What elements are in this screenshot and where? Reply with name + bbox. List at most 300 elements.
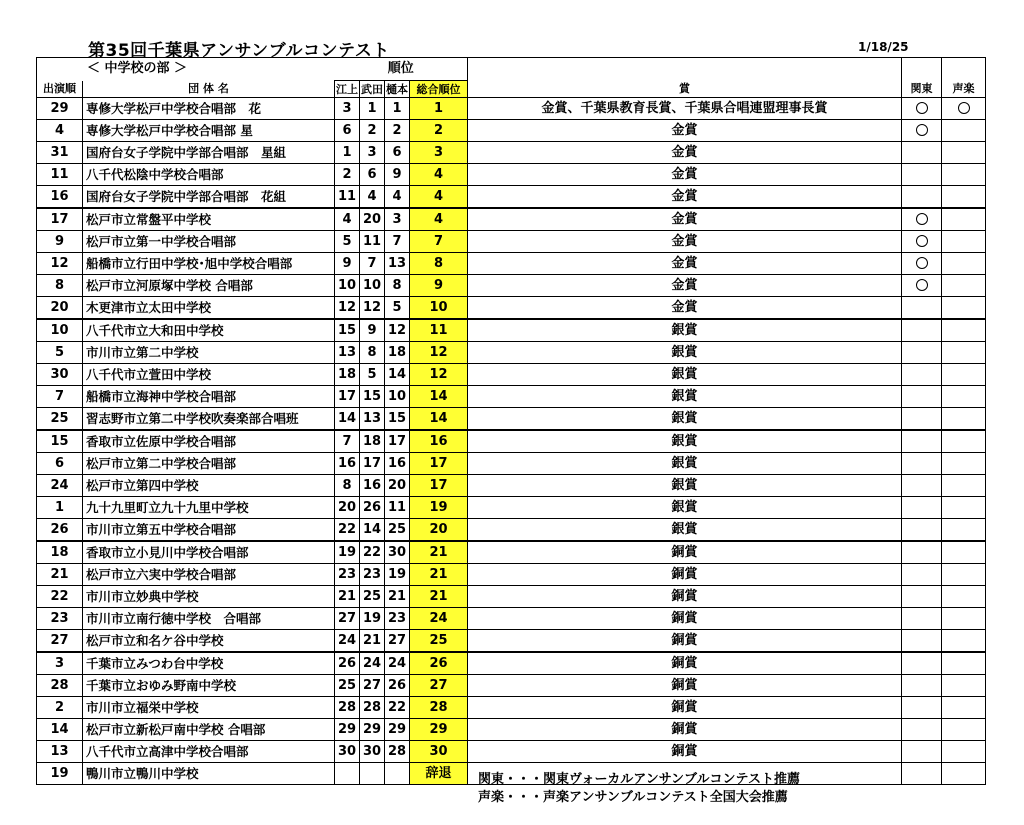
cell-group-name: 木更津市立太田中学校 xyxy=(83,297,335,320)
cell-judge1: 8 xyxy=(335,475,360,497)
cell-judge1: 5 xyxy=(335,231,360,253)
table-row xyxy=(37,586,986,608)
cell-award: 銀賞 xyxy=(468,342,902,364)
cell-order: 27 xyxy=(37,630,83,653)
cell-judge3: 8 xyxy=(385,275,410,297)
cell-judge2: 8 xyxy=(360,342,385,364)
cell-judge3: 28 xyxy=(385,741,410,763)
header-seigaku: 声楽 xyxy=(942,81,986,98)
table-row xyxy=(37,453,986,475)
header-kanto: 関東 xyxy=(902,81,942,98)
cell-seigaku xyxy=(942,364,986,386)
cell-judge2: 6 xyxy=(360,164,385,186)
table-row xyxy=(37,719,986,741)
table-row xyxy=(37,430,986,453)
cell-total-rank: 21 xyxy=(410,586,468,608)
cell-kanto xyxy=(902,408,942,431)
cell-judge3: 5 xyxy=(385,297,410,320)
cell-kanto xyxy=(902,208,942,231)
cell-order: 24 xyxy=(37,475,83,497)
cell-order: 5 xyxy=(37,342,83,364)
cell-judge1: 26 xyxy=(335,652,360,675)
cell-seigaku xyxy=(942,342,986,364)
cell-judge1: 2 xyxy=(335,164,360,186)
cell-award: 銅賞 xyxy=(468,564,902,586)
footnotes xyxy=(478,771,800,807)
kanto-recommend-mark-icon xyxy=(916,257,928,269)
footnote-kanto: 関東・・・関東ヴォーカルアンサンブルコンテスト推薦 xyxy=(478,772,801,787)
cell-total-rank: 17 xyxy=(410,453,468,475)
cell-seigaku xyxy=(942,608,986,630)
cell-judge3: 6 xyxy=(385,142,410,164)
cell-group-name: 専修大学松戸中学校合唱部 花 xyxy=(83,98,335,120)
cell-group-name: 八千代市立萱田中学校 xyxy=(83,364,335,386)
cell-total-rank: 24 xyxy=(410,608,468,630)
cell-group-name: 八千代市立大和田中学校 xyxy=(83,319,335,342)
kanto-recommend-mark-icon xyxy=(916,235,928,247)
cell-kanto xyxy=(902,475,942,497)
cell-award: 金賞 xyxy=(468,186,902,209)
table-row xyxy=(37,164,986,186)
cell-order: 22 xyxy=(37,586,83,608)
cell-group-name: 香取市立佐原中学校合唱部 xyxy=(83,430,335,453)
cell-award: 銀賞 xyxy=(468,453,902,475)
cell-seigaku xyxy=(942,386,986,408)
header-total: 総合順位 xyxy=(410,81,468,98)
cell-kanto xyxy=(902,186,942,209)
cell-order: 9 xyxy=(37,231,83,253)
cell-group-name: 市川市立第二中学校 xyxy=(83,342,335,364)
cell-kanto xyxy=(902,675,942,697)
cell-judge3: 14 xyxy=(385,364,410,386)
cell-order: 14 xyxy=(37,719,83,741)
cell-group-name: 船橋市立行田中学校･旭中学校合唱部 xyxy=(83,253,335,275)
cell-group-name: 千葉市立みつわ台中学校 xyxy=(83,652,335,675)
cell-award: 銀賞 xyxy=(468,497,902,519)
cell-judge3: 16 xyxy=(385,453,410,475)
table-row xyxy=(37,652,986,675)
cell-group-name: 鴨川市立鴨川中学校 xyxy=(83,763,335,785)
cell-seigaku xyxy=(942,675,986,697)
cell-kanto xyxy=(902,164,942,186)
cell-group-name: 松戸市立和名ケ谷中学校 xyxy=(83,630,335,653)
cell-group-name: 市川市立妙典中学校 xyxy=(83,586,335,608)
cell-seigaku xyxy=(942,741,986,763)
header-judge2: 武田 xyxy=(361,82,383,96)
cell-judge3: 12 xyxy=(385,319,410,342)
cell-kanto xyxy=(902,564,942,586)
cell-kanto xyxy=(902,297,942,320)
cell-seigaku xyxy=(942,586,986,608)
cell-judge1: 28 xyxy=(335,697,360,719)
table-row xyxy=(37,231,986,253)
footnote-seigaku: 声楽・・・声楽アンサンブルコンテスト全国大会推薦 xyxy=(478,790,788,805)
table-row xyxy=(37,675,986,697)
cell-judge2: 17 xyxy=(360,453,385,475)
cell-group-name: 市川市立南行徳中学校 合唱部 xyxy=(83,608,335,630)
cell-kanto xyxy=(902,586,942,608)
cell-seigaku xyxy=(942,630,986,653)
cell-judge1: 1 xyxy=(335,142,360,164)
cell-seigaku xyxy=(942,763,986,785)
cell-seigaku xyxy=(942,98,986,120)
cell-judge3: 22 xyxy=(385,697,410,719)
cell-judge1: 9 xyxy=(335,253,360,275)
cell-seigaku xyxy=(942,475,986,497)
cell-award: 金賞 xyxy=(468,142,902,164)
cell-kanto xyxy=(902,541,942,564)
cell-judge3: 26 xyxy=(385,675,410,697)
cell-award: 銀賞 xyxy=(468,364,902,386)
cell-total-rank: 3 xyxy=(410,142,468,164)
cell-order: 28 xyxy=(37,675,83,697)
cell-judge3: 15 xyxy=(385,408,410,431)
cell-judge1: 14 xyxy=(335,408,360,431)
cell-kanto xyxy=(902,98,942,120)
cell-total-rank: 21 xyxy=(410,541,468,564)
cell-total-rank: 辞退 xyxy=(410,763,468,785)
cell-judge3: 19 xyxy=(385,564,410,586)
cell-group-name: 八千代松陰中学校合唱部 xyxy=(83,164,335,186)
cell-group-name: 松戸市立新松戸南中学校 合唱部 xyxy=(83,719,335,741)
cell-seigaku xyxy=(942,408,986,431)
cell-judge2: 27 xyxy=(360,675,385,697)
cell-total-rank: 26 xyxy=(410,652,468,675)
cell-group-name: 松戸市立第二中学校合唱部 xyxy=(83,453,335,475)
table-row xyxy=(37,475,986,497)
cell-judge3: 10 xyxy=(385,386,410,408)
cell-total-rank: 14 xyxy=(410,408,468,431)
cell-seigaku xyxy=(942,142,986,164)
table-row xyxy=(37,142,986,164)
cell-order: 4 xyxy=(37,120,83,142)
cell-seigaku xyxy=(942,164,986,186)
cell-group-name: 専修大学松戸中学校合唱部 星 xyxy=(83,120,335,142)
cell-judge3: 23 xyxy=(385,608,410,630)
cell-judge3: 3 xyxy=(385,208,410,231)
cell-judge1: 21 xyxy=(335,586,360,608)
cell-award: 銅賞 xyxy=(468,652,902,675)
kanto-recommend-mark-icon xyxy=(916,279,928,291)
cell-judge2: 29 xyxy=(360,719,385,741)
cell-judge2: 2 xyxy=(360,120,385,142)
cell-order: 1 xyxy=(37,497,83,519)
table-row xyxy=(37,275,986,297)
cell-kanto xyxy=(902,364,942,386)
cell-judge1: 29 xyxy=(335,719,360,741)
table-row xyxy=(37,253,986,275)
cell-judge3: 7 xyxy=(385,231,410,253)
cell-award: 金賞 xyxy=(468,253,902,275)
cell-order: 6 xyxy=(37,453,83,475)
cell-seigaku xyxy=(942,519,986,542)
cell-seigaku xyxy=(942,430,986,453)
cell-order: 26 xyxy=(37,519,83,542)
cell-kanto xyxy=(902,342,942,364)
cell-judge2: 19 xyxy=(360,608,385,630)
cell-judge2: 24 xyxy=(360,652,385,675)
cell-seigaku xyxy=(942,453,986,475)
cell-judge2: 28 xyxy=(360,697,385,719)
cell-group-name: 市川市立福栄中学校 xyxy=(83,697,335,719)
cell-judge1: 6 xyxy=(335,120,360,142)
cell-kanto xyxy=(902,253,942,275)
cell-kanto xyxy=(902,275,942,297)
cell-kanto xyxy=(902,697,942,719)
cell-kanto xyxy=(902,120,942,142)
cell-kanto xyxy=(902,453,942,475)
cell-order: 11 xyxy=(37,164,83,186)
cell-award: 銅賞 xyxy=(468,608,902,630)
cell-total-rank: 30 xyxy=(410,741,468,763)
cell-judge2: 20 xyxy=(360,208,385,231)
table-row xyxy=(37,297,986,320)
cell-kanto xyxy=(902,319,942,342)
cell-judge3: 4 xyxy=(385,186,410,209)
cell-judge3: 17 xyxy=(385,430,410,453)
cell-order: 21 xyxy=(37,564,83,586)
cell-award: 銀賞 xyxy=(468,319,902,342)
cell-judge2: 16 xyxy=(360,475,385,497)
cell-judge2: 30 xyxy=(360,741,385,763)
cell-judge2: 21 xyxy=(360,630,385,653)
cell-seigaku xyxy=(942,297,986,320)
cell-seigaku xyxy=(942,253,986,275)
cell-award: 金賞、千葉県教育長賞、千葉県合唱連盟理事長賞 xyxy=(468,98,902,120)
cell-order: 10 xyxy=(37,319,83,342)
cell-order: 30 xyxy=(37,364,83,386)
cell-seigaku xyxy=(942,497,986,519)
rank-group-label: 順位 xyxy=(335,58,468,81)
cell-judge2: 22 xyxy=(360,541,385,564)
cell-judge1: 22 xyxy=(335,519,360,542)
cell-kanto xyxy=(902,497,942,519)
table-row xyxy=(37,697,986,719)
table-row xyxy=(37,342,986,364)
cell-award: 金賞 xyxy=(468,120,902,142)
cell-seigaku xyxy=(942,719,986,741)
cell-award: 金賞 xyxy=(468,164,902,186)
cell-total-rank: 14 xyxy=(410,386,468,408)
kanto-header-top xyxy=(902,58,942,81)
cell-award: 銀賞 xyxy=(468,408,902,431)
cell-judge1: 17 xyxy=(335,386,360,408)
cell-judge2: 18 xyxy=(360,430,385,453)
date-label: 1/18/25 xyxy=(858,40,909,54)
cell-judge1: 16 xyxy=(335,453,360,475)
cell-total-rank: 8 xyxy=(410,253,468,275)
cell-group-name: 船橋市立海神中学校合唱部 xyxy=(83,386,335,408)
cell-order: 17 xyxy=(37,208,83,231)
award-header-top xyxy=(468,58,902,81)
cell-seigaku xyxy=(942,564,986,586)
cell-award: 金賞 xyxy=(468,275,902,297)
cell-kanto xyxy=(902,741,942,763)
kanto-recommend-mark-icon xyxy=(916,213,928,225)
cell-group-name: 国府台女子学院中学部合唱部 花組 xyxy=(83,186,335,209)
cell-judge1: 30 xyxy=(335,741,360,763)
cell-total-rank: 4 xyxy=(410,208,468,231)
header-judge1: 江上 xyxy=(336,82,358,96)
cell-order: 16 xyxy=(37,186,83,209)
header-award: 賞 xyxy=(468,81,902,98)
header-judge3: 樋本 xyxy=(386,82,408,96)
cell-kanto xyxy=(902,430,942,453)
table-row xyxy=(37,386,986,408)
cell-order: 31 xyxy=(37,142,83,164)
cell-total-rank: 19 xyxy=(410,497,468,519)
cell-group-name: 習志野市立第二中学校吹奏楽部合唱班 xyxy=(83,408,335,431)
table-row xyxy=(37,120,986,142)
cell-judge1: 7 xyxy=(335,430,360,453)
cell-seigaku xyxy=(942,319,986,342)
table-row xyxy=(37,564,986,586)
cell-judge3: 13 xyxy=(385,253,410,275)
table-row xyxy=(37,608,986,630)
cell-kanto xyxy=(902,652,942,675)
seigaku-header-top xyxy=(942,58,986,81)
cell-seigaku xyxy=(942,231,986,253)
cell-kanto xyxy=(902,763,942,785)
cell-award: 銀賞 xyxy=(468,386,902,408)
cell-order: 7 xyxy=(37,386,83,408)
cell-total-rank: 29 xyxy=(410,719,468,741)
table-row xyxy=(37,208,986,231)
cell-seigaku xyxy=(942,208,986,231)
cell-judge1: 25 xyxy=(335,675,360,697)
cell-judge3: 18 xyxy=(385,342,410,364)
cell-award: 銀賞 xyxy=(468,430,902,453)
cell-group-name: 香取市立小見川中学校合唱部 xyxy=(83,541,335,564)
seigaku-recommend-mark-icon xyxy=(958,102,970,114)
page-title: 第35回千葉県アンサンブルコンテスト xyxy=(88,41,390,61)
cell-judge3: 27 xyxy=(385,630,410,653)
table-row xyxy=(37,497,986,519)
cell-judge1: 15 xyxy=(335,319,360,342)
cell-judge1: 11 xyxy=(335,186,360,209)
cell-judge2 xyxy=(360,763,385,785)
cell-order: 13 xyxy=(37,741,83,763)
table-row xyxy=(37,519,986,542)
cell-order: 23 xyxy=(37,608,83,630)
table-row xyxy=(37,98,986,120)
cell-judge3: 2 xyxy=(385,120,410,142)
cell-total-rank: 10 xyxy=(410,297,468,320)
cell-group-name: 国府台女子学院中学部合唱部 星組 xyxy=(83,142,335,164)
table-row xyxy=(37,630,986,653)
cell-judge3: 25 xyxy=(385,519,410,542)
cell-judge1: 24 xyxy=(335,630,360,653)
cell-award: 銅賞 xyxy=(468,630,902,653)
cell-group-name: 松戸市立第四中学校 xyxy=(83,475,335,497)
table-row xyxy=(37,741,986,763)
cell-order: 15 xyxy=(37,430,83,453)
section-header-row xyxy=(37,58,986,81)
cell-group-name: 千葉市立おゆみ野南中学校 xyxy=(83,675,335,697)
cell-award: 銅賞 xyxy=(468,675,902,697)
cell-order: 29 xyxy=(37,98,83,120)
cell-judge2: 23 xyxy=(360,564,385,586)
cell-judge2: 26 xyxy=(360,497,385,519)
cell-judge1: 23 xyxy=(335,564,360,586)
cell-total-rank: 1 xyxy=(410,98,468,120)
cell-judge3: 1 xyxy=(385,98,410,120)
cell-award: 金賞 xyxy=(468,231,902,253)
cell-award: 銅賞 xyxy=(468,741,902,763)
cell-judge1: 4 xyxy=(335,208,360,231)
cell-judge2: 15 xyxy=(360,386,385,408)
cell-seigaku xyxy=(942,120,986,142)
cell-award: 銅賞 xyxy=(468,719,902,741)
cell-group-name: 松戸市立第一中学校合唱部 xyxy=(83,231,335,253)
cell-total-rank: 12 xyxy=(410,342,468,364)
cell-judge1 xyxy=(335,763,360,785)
cell-judge1: 3 xyxy=(335,98,360,120)
cell-total-rank: 17 xyxy=(410,475,468,497)
cell-total-rank: 16 xyxy=(410,430,468,453)
header-group: 団 体 名 xyxy=(83,81,335,98)
table-row xyxy=(37,319,986,342)
cell-order: 18 xyxy=(37,541,83,564)
cell-award: 金賞 xyxy=(468,297,902,320)
cell-judge1: 12 xyxy=(335,297,360,320)
cell-total-rank: 9 xyxy=(410,275,468,297)
cell-judge2: 3 xyxy=(360,142,385,164)
results-table xyxy=(36,57,986,785)
cell-judge2: 9 xyxy=(360,319,385,342)
cell-kanto xyxy=(902,142,942,164)
cell-total-rank: 27 xyxy=(410,675,468,697)
cell-total-rank: 11 xyxy=(410,319,468,342)
cell-order: 8 xyxy=(37,275,83,297)
cell-order: 2 xyxy=(37,697,83,719)
cell-seigaku xyxy=(942,541,986,564)
cell-judge1: 18 xyxy=(335,364,360,386)
cell-judge3: 20 xyxy=(385,475,410,497)
cell-judge2: 25 xyxy=(360,586,385,608)
cell-kanto xyxy=(902,630,942,653)
cell-seigaku xyxy=(942,186,986,209)
header-order: 出演順 xyxy=(37,81,83,98)
cell-total-rank: 25 xyxy=(410,630,468,653)
cell-total-rank: 2 xyxy=(410,120,468,142)
cell-seigaku xyxy=(942,697,986,719)
cell-judge3: 30 xyxy=(385,541,410,564)
kanto-recommend-mark-icon xyxy=(916,124,928,136)
cell-order: 3 xyxy=(37,652,83,675)
cell-group-name: 松戸市立常盤平中学校 xyxy=(83,208,335,231)
cell-group-name: 松戸市立六実中学校合唱部 xyxy=(83,564,335,586)
cell-total-rank: 7 xyxy=(410,231,468,253)
cell-total-rank: 21 xyxy=(410,564,468,586)
cell-kanto xyxy=(902,719,942,741)
cell-judge1: 10 xyxy=(335,275,360,297)
cell-judge3 xyxy=(385,763,410,785)
cell-judge3: 24 xyxy=(385,652,410,675)
cell-award: 銀賞 xyxy=(468,475,902,497)
table-row xyxy=(37,541,986,564)
cell-kanto xyxy=(902,231,942,253)
cell-judge2: 1 xyxy=(360,98,385,120)
cell-seigaku xyxy=(942,275,986,297)
cell-kanto xyxy=(902,519,942,542)
cell-judge3: 9 xyxy=(385,164,410,186)
cell-total-rank: 12 xyxy=(410,364,468,386)
cell-total-rank: 4 xyxy=(410,186,468,209)
column-header-row xyxy=(37,81,986,98)
cell-judge3: 21 xyxy=(385,586,410,608)
cell-group-name: 八千代市立高津中学校合唱部 xyxy=(83,741,335,763)
